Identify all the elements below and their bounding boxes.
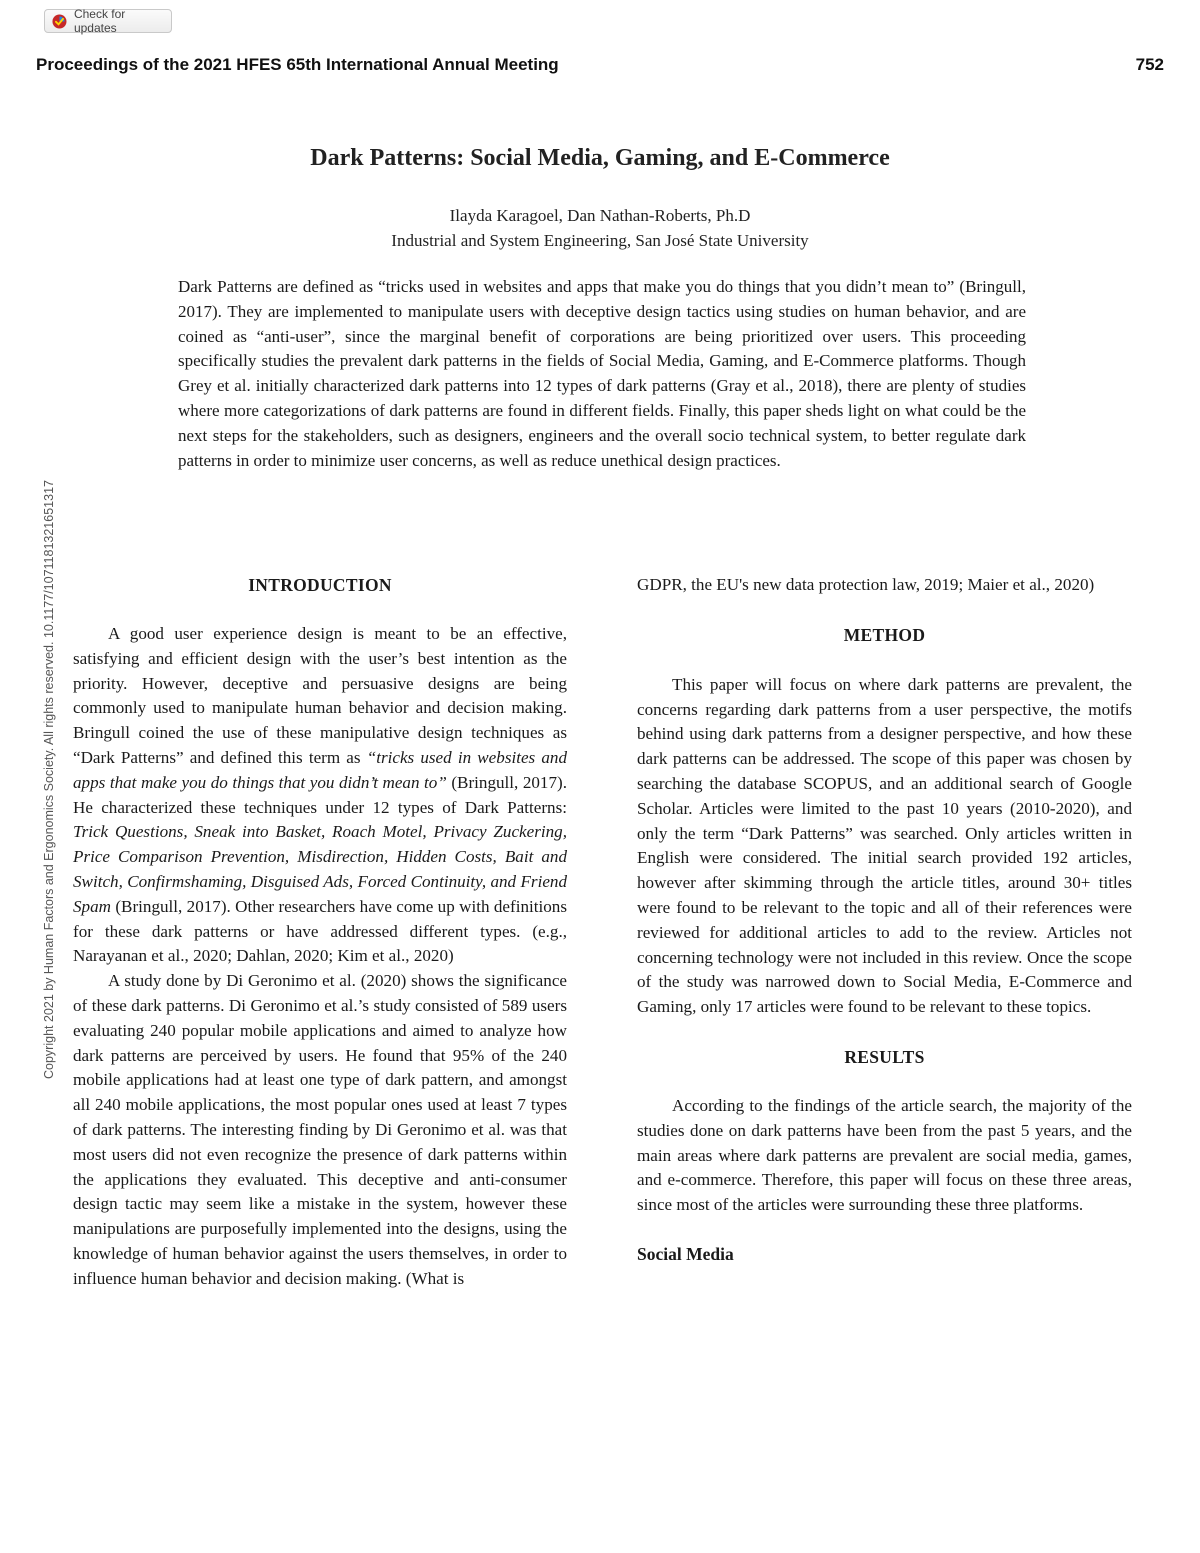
page-number: 752 — [1135, 55, 1164, 74]
check-updates-icon — [52, 14, 67, 29]
right-column — [637, 573, 1132, 1266]
proceedings-title: Proceedings of the 2021 HFES 65th International Annual Meeting — [36, 55, 559, 74]
intro-text-a: A good user experience design is meant to be an effective, satisfying and efficient design with the user’s best intention as the priority. However, deceptive and persuasive designs are being commonly used to manipulate human behavior and decision making. Bringull coined the use of these manipulative design techniques as “Dark Patterns” and defined this term as — [73, 624, 567, 767]
method-paragraph: This paper will focus on where dark patterns are prevalent, the concerns regarding dark patterns from a user perspective, the motifs behind using dark patterns from a designer perspective, and how these dark patterns can be addressed. The scope of this paper was chosen by searching the database SCOPUS, and an additional search of Google Scholar. Articles were limited to the past 10 years (2010-2020), and only the term “Dark Patterns” was searched. Only articles written in English were considered. The initial search provided 192 articles, however after skimming through the article titles, around 30+ titles were found to be relevant to the topic and all of their references were reviewed for additional articles to add to the review. Articles not concerning technology were not included in this review. Once the scope of the study was narrowed down to Social Media, E-Commerce and Gaming, only 17 articles were found to be relevant to these topics. — [637, 674, 1132, 1017]
check-for-updates-button[interactable] — [44, 9, 172, 33]
intro-quote: “tricks used in websites and apps that make you do things that you didn’t mean to” — [73, 747, 567, 792]
intro-dark-pattern-types: Trick Questions, Sneak into Basket, Roach Motel, Privacy Zuckering, Price Comparison Prevention, Misdirection, Hidden Costs, Bait and Switch, Confirmshaming, Disguised Ads, Forced Continuity, and Friend Spam — [73, 822, 567, 916]
abstract: Dark Patterns are defined as “tricks used in websites and apps that make you do things that you didn’t mean to” (Bringull, 2017). They are implemented to manipulate users with deceptive design tactics using studies on human behavior, and are coined as “anti-user”, since the marginal benefit of corporations are being prioritized over users. This proceeding specifically studies the prevalent dark patterns in the fields of Social Media, Gaming, and E-Commerce platforms. Though Grey et al. initially characterized dark patterns into 12 types of dark patterns (Gray et al., 2018), there are plenty of studies where more categorizations of dark patterns are found in different fields. Finally, this paper sheds light on what could be the next steps for the stakeholders, such as designers, engineers and the overall socio technical system, to better regulate dark patterns in order to minimize user concerns, as well as reduce unethical design practices. — [178, 277, 1026, 470]
social-media-subheading: Social Media — [637, 1243, 734, 1264]
copyright-note: Copyright 2021 by Human Factors and Ergonomics Society. All rights reserved. 10.1177/1071181321651317 — [42, 480, 56, 1080]
check-updates-label: Check for updates — [73, 7, 126, 35]
introduction-paragraph-2: A study done by Di Geronimo et al. (2020) shows the significance of these dark patterns. Di Geronimo et al.’s study consisted of 589 users evaluating 240 popular mobile applications and aimed to analyze how dark patterns are perceived by users. He found that 95% of the 240 mobile applications had at least one type of dark pattern, and amongst all 240 mobile applications, the most popular ones used at least 7 types of dark patterns. The interesting finding by Di Geronimo et al. was that most users did not even recognize the presence of dark patterns within the applications they evaluated. This deceptive and anti-consumer design tactic may seem like a mistake in the system, however these manipulations are purposefully implemented into the designs, using the knowledge of human behavior against the users themselves, in order to influence human behavior and decision making. (What is — [73, 971, 567, 1288]
author-block — [0, 203, 1200, 253]
results-paragraph: According to the findings of the article search, the majority of the studies done on dark patterns have been from the past 5 years, and the main areas where dark patterns are prevalent are social media, games, and e-commerce. Therefore, this paper will focus on these three areas, since most of the articles were surrounding these three platforms. — [637, 1095, 1132, 1215]
introduction-heading: INTRODUCTION — [248, 575, 392, 595]
method-heading: METHOD — [843, 624, 926, 645]
introduction-paragraph-1 — [73, 622, 567, 969]
authors: Ilayda Karagoel, Dan Nathan-Roberts, Ph.D — [449, 206, 751, 225]
running-header — [36, 55, 1164, 75]
results-heading: RESULTS — [844, 1046, 925, 1067]
left-column — [73, 573, 567, 1292]
intro-text-b: (Bringull, 2017). He characterized these techniques under 12 types of Dark Patterns: — [73, 772, 567, 817]
intro-text-c: (Bringull, 2017). Other researchers have come up with definitions for these dark patterns or have addressed different types. (e.g., Narayanan et al., 2020; Dahlan, 2020; Kim et al., 2020) — [73, 896, 567, 966]
affiliation: Industrial and System Engineering, San José State University — [391, 231, 809, 250]
introduction-paragraph-2-continued: GDPR, the EU's new data protection law, 2019; Maier et al., 2020) — [637, 575, 1095, 594]
paper-title: Dark Patterns: Social Media, Gaming, and E-Commerce — [310, 145, 890, 171]
